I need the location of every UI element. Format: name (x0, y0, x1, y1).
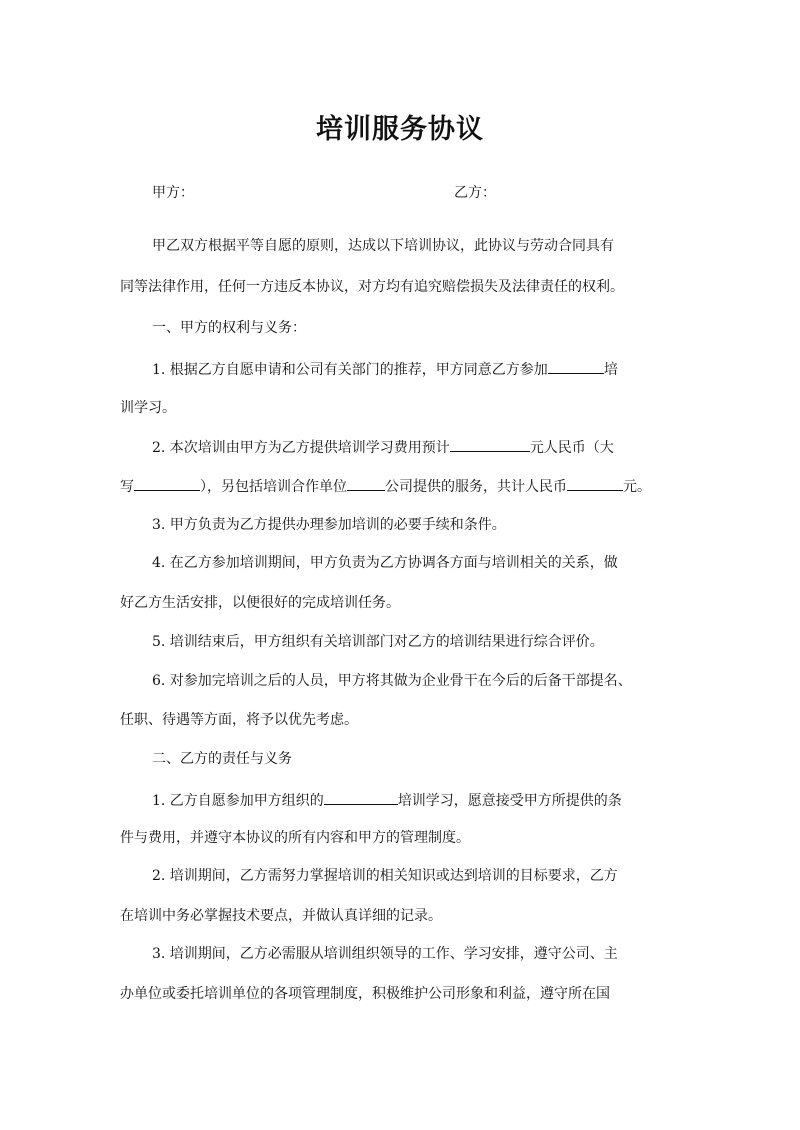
s1-item3: 3. 甲方负责为乙方提供办理参加培训的必要手续和条件。 (152, 517, 506, 533)
s2-item1-text-b: 培训学习，愿意接受甲方所提供的条 (397, 793, 622, 809)
s1-item2-line2 (120, 475, 651, 497)
s1-item1-line2: 训学习。 (120, 400, 176, 416)
s1-item2-text-a: 2. 本次培训由甲方为乙方提供培训学习费用预计 (152, 440, 450, 456)
s1-item2-text-f: 元。 (623, 479, 651, 495)
s1-item4-line2: 好乙方生活安排，以便很好的完成培训任务。 (120, 595, 400, 611)
party-b-label: 乙方： (454, 185, 496, 201)
fill-in-blank[interactable] (134, 475, 200, 491)
s1-item5: 5. 培训结束后，甲方组织有关培训部门对乙方的培训结果进行综合评价。 (152, 634, 604, 650)
s2-item1-text-a: 1. 乙方自愿参加甲方组织的 (152, 793, 324, 809)
s2-item3-line2: 办单位或委托培训单位的各项管理制度，积极维护公司形象和利益，遵守所在国 (120, 986, 610, 1002)
document-title: 培训服务协议 (316, 114, 484, 145)
s2-item2-line1: 2. 培训期间，乙方需努力掌握培训的相关知识或达到培训的目标要求，乙方 (152, 868, 618, 884)
intro-line-1: 甲乙双方根据平等自愿的原则，达成以下培训协议，此协议与劳动合同具有 (152, 238, 614, 254)
s1-item1-text-a: 1. 根据乙方自愿申请和公司有关部门的推荐，甲方同意乙方参加 (152, 362, 548, 378)
fill-in-blank[interactable] (324, 789, 398, 805)
s2-item1-line2: 件与费用，并遵守本协议的所有内容和甲方的管理制度。 (120, 830, 470, 846)
s2-item2-line2: 在培训中务必掌握技术要点，并做认真详细的记录。 (120, 908, 442, 924)
section-1-heading: 一、甲方的权利与义务： (152, 320, 306, 336)
fill-in-blank[interactable] (450, 436, 530, 452)
fill-in-blank[interactable] (567, 475, 623, 491)
s1-item2-text-b: 元人民币（大 (529, 440, 614, 456)
s1-item2-text-c: 写 (120, 479, 134, 495)
intro-line-2: 同等法律作用，任何一方违反本协议，对方均有追究赔偿损失及法律责任的权利。 (120, 279, 624, 295)
s1-item6-line2: 任职、待遇等方面，将予以优先考虑。 (120, 712, 358, 728)
s1-item6-line1: 6. 对参加完培训之后的人员，甲方将其做为企业骨干在今后的后备干部提名、 (152, 673, 632, 689)
s1-item2-text-e: 公司提供的服务，共计人民币 (385, 479, 567, 495)
fill-in-blank[interactable] (347, 475, 385, 491)
s1-item2-text-d: ），另包括培训合作单位 (200, 479, 347, 495)
s1-item1-text-b: 培 (603, 362, 618, 378)
fill-in-blank[interactable] (548, 358, 604, 374)
s1-item1-line1 (152, 358, 618, 380)
s2-item3-line1: 3. 培训期间，乙方必需服从培训组织领导的工作、学习安排，遵守公司、主 (152, 946, 618, 962)
s2-item1-line1 (152, 789, 622, 811)
section-2-heading: 二、乙方的责任与义务 (152, 751, 292, 767)
s1-item4-line1: 4. 在乙方参加培训期间，甲方负责为乙方协调各方面与培训相关的关系，做 (152, 555, 618, 571)
party-a-label: 甲方： (152, 185, 194, 201)
s1-item2-line1 (152, 436, 614, 458)
